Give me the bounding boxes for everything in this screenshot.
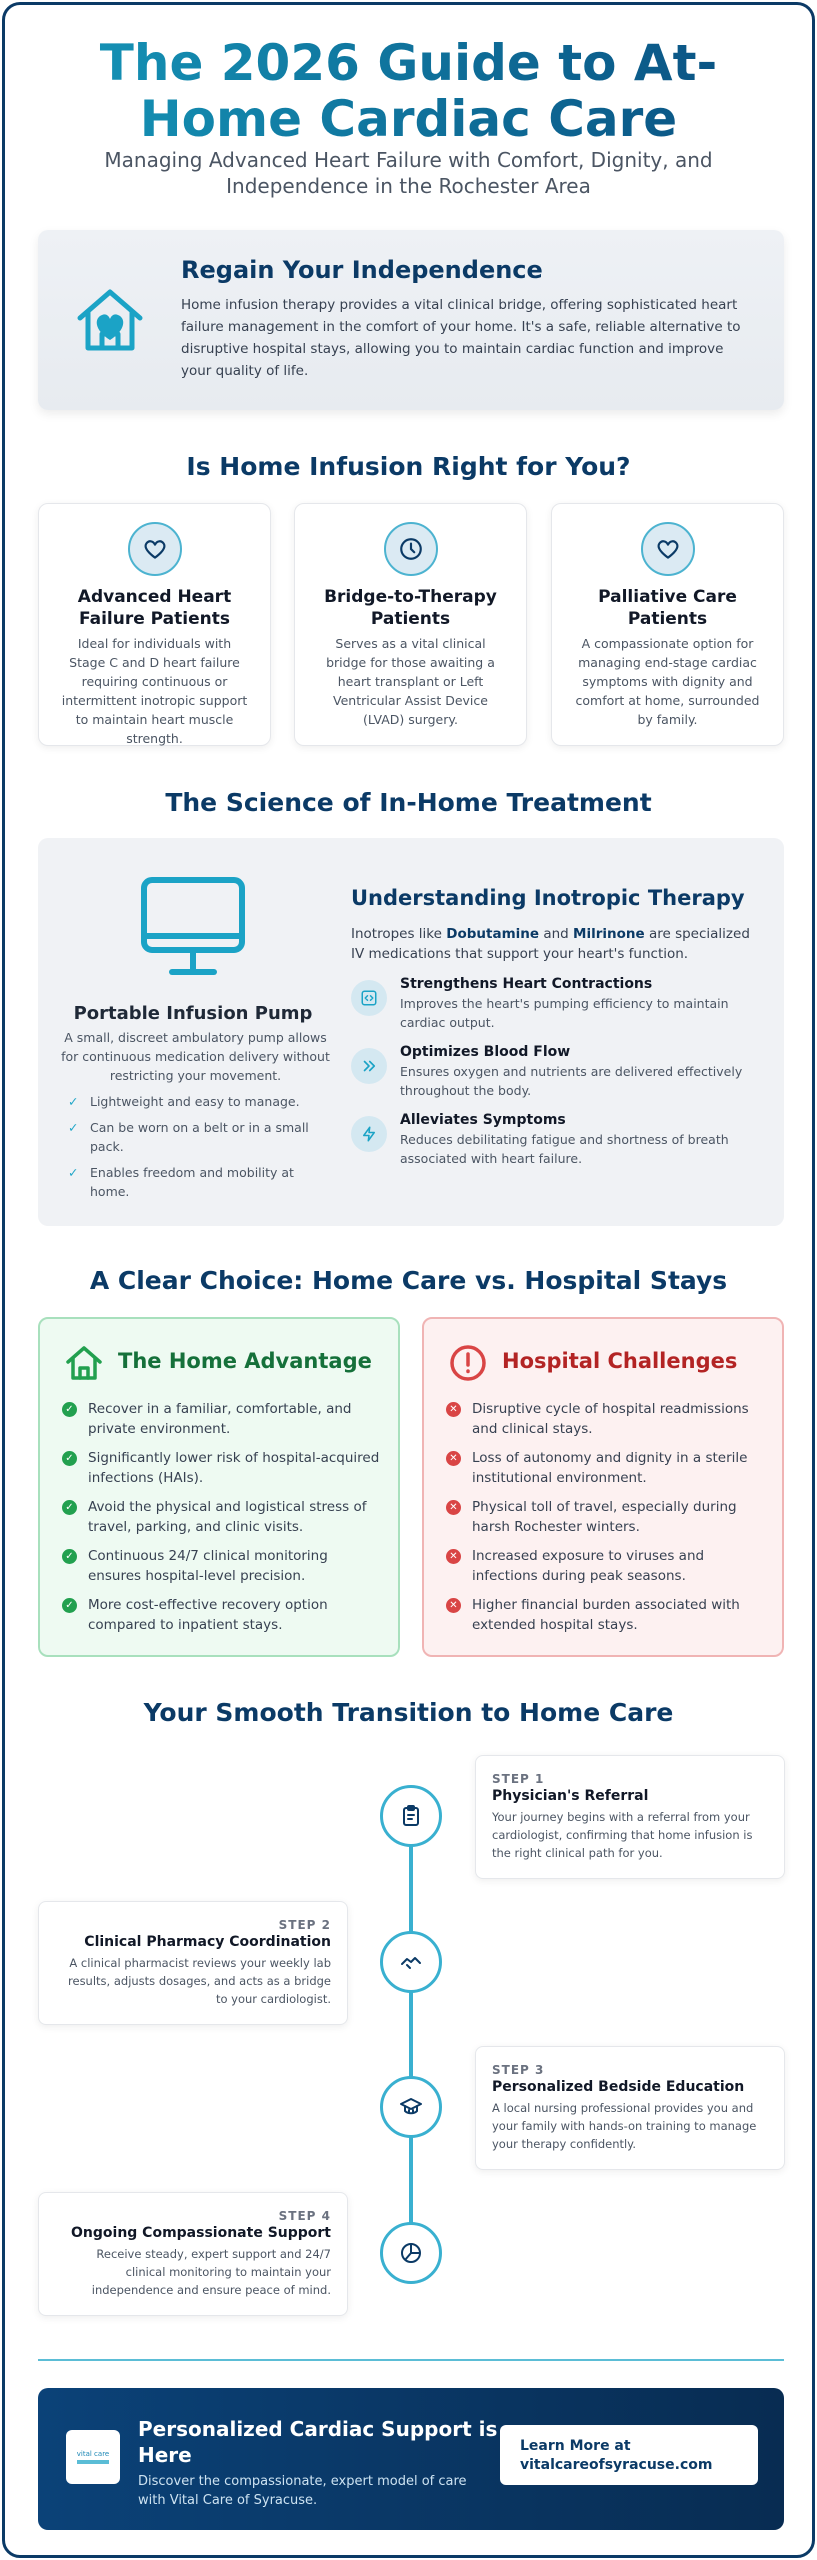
step-body: Receive steady, expert support and 24/7 clinical monitoring to maintain your independence and ensure peace of mind.: [91, 2247, 331, 2297]
benefit-title: Optimizes Blood Flow: [400, 1044, 571, 1060]
candidate-body: Ideal for individuals with Stage C and D heart failure requiring continuous or intermittent inotropic support to maintain heart muscle strength.: [61, 636, 248, 746]
step-number: STEP 3: [492, 2063, 545, 2077]
list-item: ✓ Avoid the physical and logistical stress of travel, parking, and clinic visits.: [62, 1497, 380, 1537]
heart-icon: [128, 522, 182, 576]
x-circle-icon: ✕: [446, 1549, 461, 1564]
page-title: The 2026 Guide to At-Home Cardiac Care: [35, 35, 782, 147]
step-body: A clinical pharmacist reviews your weekly lab results, adjusts dosages, and acts as a bridge to your cardiologist.: [68, 1956, 331, 2006]
list-item: ✕ Higher financial burden associated with extended hospital stays.: [446, 1595, 764, 1635]
list-item: ✕ Increased exposure to viruses and infections during peak seasons.: [446, 1546, 764, 1586]
check-icon: ✓: [68, 1120, 79, 1135]
step-body: Your journey begins with a referral from your cardiologist, confirming that home infusion is the right clinical path for you.: [492, 1810, 753, 1860]
list-item: ✓ Recover in a familiar, comfortable, and private environment.: [62, 1399, 380, 1439]
step-title: Ongoing Compassionate Support: [71, 2225, 331, 2241]
hospital-challenges-list: [446, 1399, 764, 1644]
intro-heading: Regain Your Independence: [181, 256, 543, 284]
candidate-card: [38, 503, 271, 746]
infographic-frame: [2, 2, 815, 2558]
home-advantage-title: The Home Advantage: [118, 1349, 372, 1373]
candidates-title: Is Home Infusion Right for You?: [186, 452, 631, 481]
alert-circle-icon: [448, 1343, 488, 1383]
candidate-body: A compassionate option for managing end-stage cardiac symptoms with dignity and comfort at home, surrounded by family.: [575, 636, 760, 727]
home-advantage-list: [62, 1399, 380, 1644]
monitor-icon: [138, 874, 248, 984]
intro-card: [38, 230, 784, 410]
handshake-icon: [380, 1931, 442, 1993]
lightning-icon: [351, 1116, 387, 1152]
benefit-body: Ensures oxygen and nutrients are delivered effectively throughout the body.: [400, 1064, 743, 1098]
pump-title: Portable Infusion Pump: [73, 1003, 313, 1024]
cta-banner: [38, 2388, 784, 2530]
benefit-item: [351, 1044, 761, 1104]
x-circle-icon: ✕: [446, 1598, 461, 1613]
x-circle-icon: ✕: [446, 1451, 461, 1466]
page-subtitle: Managing Advanced Heart Failure with Comfort, Dignity, and Independence in the Rochester Area: [104, 148, 713, 198]
candidate-card: [551, 503, 784, 746]
candidate-title: Bridge-to-Therapy Patients: [324, 587, 497, 629]
inotropic-lead: Inotropes like Dobutamine and Milrinone are specialized IV medications that support your heart's function.: [351, 926, 750, 962]
hospital-challenges-title: Hospital Challenges: [502, 1349, 738, 1373]
step-number: STEP 2: [278, 1918, 331, 1932]
vital-care-logo: vital care: [66, 2430, 120, 2484]
step-number: STEP 1: [492, 1772, 545, 1786]
list-item: ✓ More cost-effective recovery option compared to inpatient stays.: [62, 1595, 380, 1635]
timeline-step: [38, 1901, 348, 2025]
step-title: Personalized Bedside Education: [492, 2079, 745, 2095]
step-number: STEP 4: [278, 2209, 331, 2223]
section-divider: [38, 2359, 784, 2361]
check-circle-icon: ✓: [62, 1500, 77, 1515]
list-item: ✓ Enables freedom and mobility at home.: [68, 1165, 294, 1199]
benefit-title: Strengthens Heart Contractions: [400, 976, 653, 992]
step-body: A local nursing professional provides you and your family with hands-on training to manage your therapy confidently.: [492, 2101, 757, 2151]
graduation-cap-icon: [380, 2076, 442, 2138]
check-circle-icon: ✓: [62, 1451, 77, 1466]
check-circle-icon: ✓: [62, 1598, 77, 1613]
check-circle-icon: ✓: [62, 1402, 77, 1417]
comparison-title: A Clear Choice: Home Care vs. Hospital Stays: [89, 1266, 728, 1295]
list-item: ✕ Loss of autonomy and dignity in a sterile institutional environment.: [446, 1448, 764, 1488]
clock-icon: [384, 522, 438, 576]
benefit-item: [351, 1112, 761, 1172]
cta-title: Personalized Cardiac Support is Here: [138, 2417, 498, 2467]
check-circle-icon: ✓: [62, 1549, 77, 1564]
cta-body: Discover the compassionate, expert model of care with Vital Care of Syracuse.: [138, 2474, 467, 2508]
check-icon: ✓: [68, 1094, 79, 1109]
benefit-item: [351, 976, 761, 1036]
list-item: ✓ Can be worn on a belt or in a small pack.: [68, 1120, 309, 1154]
chevrons-right-icon: [351, 1048, 387, 1084]
candidate-card: [294, 503, 527, 746]
benefit-title: Alleviates Symptoms: [400, 1112, 566, 1128]
code-icon: [351, 980, 387, 1016]
list-item: ✓ Continuous 24/7 clinical monitoring ensures hospital-level precision.: [62, 1546, 380, 1586]
benefit-body: Improves the heart's pumping efficiency to maintain cardiac output.: [400, 996, 729, 1030]
list-item: ✓ Significantly lower risk of hospital-acquired infections (HAIs).: [62, 1448, 380, 1488]
step-title: Clinical Pharmacy Coordination: [84, 1934, 331, 1950]
step-title: Physician's Referral: [492, 1788, 649, 1804]
home-advantage-card: [38, 1317, 400, 1657]
home-heart-icon: [72, 282, 148, 358]
x-circle-icon: ✕: [446, 1402, 461, 1417]
science-title: The Science of In-Home Treatment: [165, 788, 652, 817]
timeline-step: [38, 2192, 348, 2316]
benefit-body: Reduces debilitating fatigue and shortness of breath associated with heart failure.: [400, 1132, 729, 1166]
science-panel: [38, 838, 784, 1226]
timeline-step: [475, 2046, 785, 2170]
candidate-body: Serves as a vital clinical bridge for those awaiting a heart transplant or Left Ventricular Assist Device (LVAD) surgery.: [326, 636, 495, 727]
pump-body: A small, discreet ambulatory pump allows for continuous medication delivery without restricting your movement.: [61, 1030, 330, 1083]
candidate-title: Palliative Care Patients: [598, 587, 737, 629]
timeline-title: Your Smooth Transition to Home Care: [143, 1698, 674, 1727]
intro-body: Home infusion therapy provides a vital clinical bridge, offering sophisticated heart failure management in the comfort of your home. It's a safe, reliable alternative to disruptive hospital stays, allowing you to maintain cardiac function and improve your quality of life.: [181, 297, 741, 379]
list-item: ✕ Disruptive cycle of hospital readmissions and clinical stays.: [446, 1399, 764, 1439]
candidate-title: Advanced Heart Failure Patients: [77, 587, 232, 629]
clipboard-icon: [380, 1785, 442, 1847]
list-item: ✕ Physical toll of travel, especially during harsh Rochester winters.: [446, 1497, 764, 1537]
home-icon: [64, 1343, 104, 1383]
hospital-challenges-card: [422, 1317, 784, 1657]
heart-icon: [641, 522, 695, 576]
pie-chart-icon: [380, 2222, 442, 2284]
timeline-line: [409, 1815, 413, 2255]
x-circle-icon: ✕: [446, 1500, 461, 1515]
inotropic-title: Understanding Inotropic Therapy: [351, 886, 745, 910]
timeline-step: [475, 1755, 785, 1879]
check-icon: ✓: [68, 1165, 79, 1180]
list-item: ✓ Lightweight and easy to manage.: [68, 1094, 300, 1109]
learn-more-button[interactable]: Learn More at vitalcareofsyracuse.com: [500, 2425, 758, 2485]
pump-features: [68, 1092, 328, 1208]
